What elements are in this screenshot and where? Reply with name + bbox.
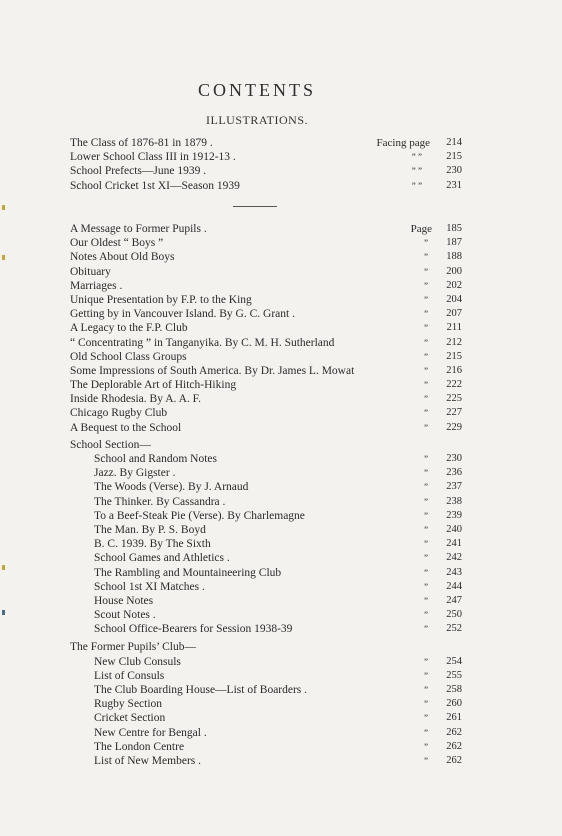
toc-entry bbox=[70, 509, 460, 523]
toc-entry bbox=[70, 279, 460, 293]
entry-page-prefix: ” bbox=[424, 252, 428, 263]
entry-page-prefix: ” bbox=[424, 685, 428, 695]
entry-page-number: 216 bbox=[446, 364, 462, 376]
toc-entry bbox=[70, 452, 460, 466]
toc-entry bbox=[70, 164, 460, 178]
entry-page-number: 260 bbox=[446, 698, 462, 710]
entry-title: Old School Class Groups bbox=[70, 350, 187, 363]
entry-title: A Bequest to the School bbox=[70, 421, 182, 434]
entry-page-number: 215 bbox=[446, 151, 462, 163]
entry-page-number: 215 bbox=[446, 350, 462, 362]
entry-title: A Legacy to the F.P. Club bbox=[70, 322, 188, 335]
entry-page-number: 244 bbox=[446, 580, 462, 592]
entry-title: Marriages . bbox=[70, 279, 123, 292]
entry-page-number: 250 bbox=[446, 609, 462, 621]
toc-entry bbox=[70, 726, 460, 740]
entry-page-prefix: ” ” bbox=[411, 166, 422, 177]
entry-page-prefix: ” bbox=[424, 699, 428, 710]
entry-page-number: 239 bbox=[446, 509, 462, 521]
contents-list bbox=[70, 222, 460, 768]
entry-page-number: 211 bbox=[446, 322, 462, 334]
toc-entry bbox=[70, 364, 460, 378]
toc-entry bbox=[70, 580, 460, 594]
toc-entry bbox=[70, 608, 460, 622]
entry-page-number: 200 bbox=[446, 265, 462, 277]
entry-title: House Notes bbox=[94, 594, 154, 607]
toc-entry bbox=[70, 293, 460, 307]
toc-entry bbox=[70, 150, 460, 164]
entry-page-number: 247 bbox=[446, 594, 462, 606]
edge-mark bbox=[2, 610, 5, 615]
toc-entry bbox=[70, 669, 460, 683]
entry-title: To a Beef-Steak Pie (Verse). By Charlemagne bbox=[94, 509, 305, 522]
entry-title: List of Consuls bbox=[94, 669, 165, 682]
toc-entry bbox=[70, 222, 460, 236]
entry-title: School and Random Notes bbox=[94, 453, 217, 465]
entry-title: Our Oldest “ Boys ” bbox=[70, 237, 164, 250]
entry-page-prefix: ” bbox=[424, 422, 428, 433]
entry-page-prefix: ” bbox=[424, 727, 428, 738]
entry-page-number: 255 bbox=[446, 669, 462, 681]
entry-page-number: 207 bbox=[446, 308, 462, 320]
entry-page-number: 236 bbox=[446, 467, 462, 479]
entry-page-prefix: Page bbox=[410, 223, 432, 235]
entry-title: Getting by in Vancouver Island. By G. C. Grant . bbox=[70, 308, 295, 321]
entry-title: School 1st XI Matches . bbox=[94, 580, 205, 593]
entry-title: Lower School Class III in 1912-13 . bbox=[70, 151, 236, 164]
toc-entry bbox=[70, 740, 460, 754]
entry-page-number: 204 bbox=[446, 293, 462, 305]
entry-page-number: 225 bbox=[446, 393, 462, 405]
toc-entry bbox=[70, 655, 460, 669]
edge-mark bbox=[2, 565, 5, 570]
entry-page-prefix: ” bbox=[424, 610, 428, 621]
entry-page-prefix: Facing page bbox=[376, 137, 430, 149]
entry-page-prefix: ” bbox=[424, 238, 428, 249]
entry-page-prefix: ” bbox=[424, 539, 428, 550]
entry-page-number: 241 bbox=[446, 538, 462, 550]
entry-page-number: 252 bbox=[446, 623, 462, 635]
entry-title: The Club Boarding House—List of Boarders . bbox=[94, 684, 308, 696]
entry-title: Cricket Section bbox=[94, 712, 166, 725]
toc-entry bbox=[70, 566, 460, 580]
entry-page-number: 214 bbox=[446, 137, 462, 148]
entry-page-number: 188 bbox=[446, 251, 462, 263]
entry-page-prefix: ” bbox=[424, 567, 428, 578]
entry-page-number: 185 bbox=[446, 223, 462, 234]
edge-mark bbox=[2, 255, 5, 260]
toc-entry bbox=[70, 754, 460, 768]
entry-page-prefix: ” bbox=[424, 408, 428, 419]
entry-page-prefix: ” bbox=[424, 482, 428, 493]
entry-page-number: 262 bbox=[446, 740, 462, 752]
entry-title: B. C. 1939. By The Sixth bbox=[94, 538, 211, 551]
entry-page-prefix: ” bbox=[424, 656, 428, 667]
section-heading: The Former Pupils’ Club— bbox=[70, 641, 196, 654]
entry-title: School Cricket 1st XI—Season 1939 bbox=[70, 179, 240, 192]
entry-page-prefix: ” bbox=[424, 496, 428, 507]
entry-page-prefix: ” bbox=[424, 394, 428, 405]
entry-page-prefix: ” bbox=[424, 280, 428, 291]
entry-page-number: 243 bbox=[446, 566, 462, 578]
toc-entry bbox=[70, 378, 460, 392]
entry-page-number: 240 bbox=[446, 523, 462, 535]
entry-page-number: 230 bbox=[446, 453, 462, 464]
entry-title: Unique Presentation by F.P. to the King bbox=[70, 293, 252, 306]
entry-title: “ Concentrating ” in Tanganyika. By C. M. H. Sutherland bbox=[70, 336, 335, 349]
edge-mark bbox=[2, 205, 5, 210]
entry-page-number: 222 bbox=[446, 379, 462, 391]
toc-entry bbox=[70, 421, 460, 435]
entry-page-prefix: ” bbox=[424, 624, 428, 635]
section-heading: School Section— bbox=[70, 438, 151, 451]
page-title: CONTENTS bbox=[198, 80, 316, 100]
entry-page-prefix: ” bbox=[424, 309, 428, 320]
toc-entry bbox=[70, 250, 460, 264]
entry-page-number: 262 bbox=[446, 726, 462, 738]
entry-title: Scout Notes . bbox=[94, 609, 156, 622]
entry-page-number: 227 bbox=[446, 407, 462, 419]
entry-title: A Message to Former Pupils . bbox=[70, 223, 207, 235]
entry-title: School Games and Athletics . bbox=[94, 552, 230, 565]
toc-entry bbox=[70, 551, 460, 565]
entry-page-number: 202 bbox=[446, 279, 462, 291]
entry-title: Inside Rhodesia. By A. A. F. bbox=[70, 393, 202, 406]
entry-title: Obituary bbox=[70, 265, 111, 278]
illustrations-list bbox=[70, 136, 460, 193]
entry-title: Chicago Rugby Club bbox=[70, 407, 168, 420]
entry-page-prefix: ” bbox=[424, 741, 428, 752]
toc-entry bbox=[70, 406, 460, 420]
toc-entry bbox=[70, 711, 460, 725]
entry-page-prefix: ” bbox=[424, 337, 428, 348]
entry-page-prefix: ” ” bbox=[411, 180, 422, 191]
toc-entry bbox=[70, 480, 460, 494]
entry-page-prefix: ” bbox=[424, 553, 428, 564]
entry-page-number: 258 bbox=[446, 684, 462, 695]
entry-title: The Rambling and Mountaineering Club bbox=[94, 566, 282, 579]
entry-title: Rugby Section bbox=[94, 698, 163, 711]
toc-entry bbox=[70, 236, 460, 250]
divider-rule bbox=[233, 206, 277, 207]
toc-entry bbox=[70, 466, 460, 480]
entry-title: The London Centre bbox=[94, 740, 185, 753]
entry-page-prefix: ” bbox=[424, 581, 428, 592]
toc-entry bbox=[70, 265, 460, 279]
entry-page-prefix: ” bbox=[424, 524, 428, 535]
entry-page-prefix: ” ” bbox=[411, 152, 422, 163]
toc-entry bbox=[70, 350, 460, 364]
toc-entry bbox=[70, 537, 460, 551]
entry-page-prefix: ” bbox=[424, 380, 428, 391]
entry-title: The Man. By P. S. Boyd bbox=[94, 523, 206, 536]
entry-page-number: 187 bbox=[446, 237, 462, 249]
entry-page-prefix: ” bbox=[424, 365, 428, 376]
entry-title: Jazz. By Gigster . bbox=[94, 467, 176, 480]
entry-title: New Club Consuls bbox=[94, 655, 181, 668]
toc-entry bbox=[70, 523, 460, 537]
entry-page-number: 261 bbox=[446, 712, 462, 724]
entry-page-number: 262 bbox=[446, 754, 462, 766]
entry-title: The Class of 1876-81 in 1879 . bbox=[70, 137, 213, 149]
entry-title: School Prefects—June 1939 . bbox=[70, 165, 207, 178]
toc-entry bbox=[70, 136, 460, 150]
entry-page-prefix: ” bbox=[424, 510, 428, 521]
entry-page-prefix: ” bbox=[424, 713, 428, 724]
entry-title: The Thinker. By Cassandra . bbox=[94, 495, 226, 508]
toc-entry bbox=[70, 495, 460, 509]
entry-page-number: 238 bbox=[446, 495, 462, 507]
entry-page-number: 230 bbox=[446, 165, 462, 177]
entry-page-number: 254 bbox=[446, 655, 462, 667]
entry-page-prefix: ” bbox=[424, 595, 428, 606]
entry-page-number: 229 bbox=[446, 421, 462, 433]
toc-entry bbox=[70, 336, 460, 350]
entry-page-prefix: ” bbox=[424, 454, 428, 464]
entry-page-number: 242 bbox=[446, 552, 462, 564]
toc-entry bbox=[70, 683, 460, 697]
entry-page-prefix: ” bbox=[424, 351, 428, 362]
entry-page-prefix: ” bbox=[424, 468, 428, 479]
entry-page-number: 212 bbox=[446, 336, 462, 348]
toc-entry bbox=[70, 622, 460, 636]
toc-entry bbox=[70, 594, 460, 608]
entry-page-number: 237 bbox=[446, 481, 462, 493]
toc-entry bbox=[70, 307, 460, 321]
entry-title: The Woods (Verse). By J. Arnaud bbox=[94, 481, 249, 494]
toc-entry bbox=[70, 392, 460, 406]
entry-page-prefix: ” bbox=[424, 323, 428, 334]
entry-title: Some Impressions of South America. By Dr. James L. Mowat bbox=[70, 364, 355, 377]
illustrations-heading: ILLUSTRATIONS. bbox=[206, 113, 308, 127]
entry-page-number: 231 bbox=[446, 179, 462, 191]
toc-entry bbox=[70, 321, 460, 335]
entry-title: Notes About Old Boys bbox=[70, 251, 175, 264]
toc-entry bbox=[70, 179, 460, 193]
entry-page-prefix: ” bbox=[424, 294, 428, 305]
entry-page-prefix: ” bbox=[424, 670, 428, 681]
entry-page-prefix: ” bbox=[424, 755, 428, 766]
entry-page-prefix: ” bbox=[424, 266, 428, 277]
entry-title: List of New Members . bbox=[94, 754, 201, 767]
entry-title: The Deplorable Art of Hitch-Hiking bbox=[70, 379, 237, 392]
entry-title: School Office-Bearers for Session 1938-39 bbox=[94, 623, 293, 636]
toc-entry bbox=[70, 697, 460, 711]
entry-title: New Centre for Bengal . bbox=[94, 726, 207, 739]
